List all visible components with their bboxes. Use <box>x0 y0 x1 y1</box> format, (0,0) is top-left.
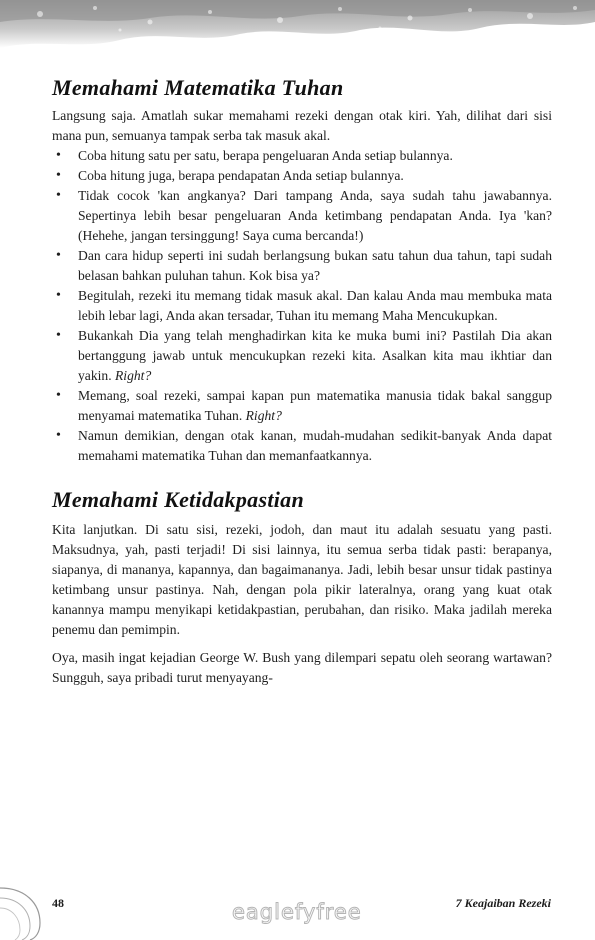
watermark-text: eaglefyfree <box>232 900 362 924</box>
section-heading-matematika-tuhan: Memahami Matematika Tuhan <box>52 75 344 100</box>
bullet-list <box>52 146 552 466</box>
bullet-item: • Tidak cocok 'kan angkanya? Dari tampang Anda, saya sudah tahu jawabannya. Sepertinya lebih besar pengeluaran Anda ketimbang pendapatan Anda. Iya 'kan? (Hehehe, jangan tersinggung! Saya cuma bercanda!) <box>52 186 552 246</box>
body-paragraph: Oya, masih ingat kejadian George W. Bush yang dilempari sepatu oleh seorang wartawan? Sungguh, saya pribadi turut menyayang- <box>52 650 552 685</box>
body-paragraph: Kita lanjutkan. Di satu sisi, rezeki, jodoh, dan maut itu adalah sesuatu yang pasti. Maksudnya, yah, pasti terjadi! Di sisi lainnya, itu semua serba tidak pasti: berapanya, siapanya, di mananya, kapannya, dan bagaimananya. Jadi, lebih besar unsur tidak pastinya ketimbang unsur pastinya. Nah, dengan pola pikir lateralnya, orang yang kuat otak kanannya mampu menyikapi ketidakpastian, perubahan, dan risiko. Maka jadilah mereka penemu dan pemimpin. <box>52 522 552 637</box>
section-heading-ketidakpastian: Memahami Ketidakpastian <box>52 487 304 512</box>
book-title: 7 Keajaiban Rezeki <box>455 896 551 910</box>
bullet-text: Memang, soal rezeki, sampai kapan pun matematika manusia tidak bakal sanggup menyamai matematika Tuhan. <box>78 388 552 423</box>
bullet-item: • Namun demikian, dengan otak kanan, mudah-mudahan sedikit-banyak Anda dapat memahami matematika Tuhan dan memanfaatkannya. <box>52 426 552 466</box>
bullet-emphasis: Right? <box>115 368 152 383</box>
bullet-item <box>52 326 552 386</box>
bullet-emphasis: Right? <box>245 408 282 423</box>
bullet-item: • Begitulah, rezeki itu memang tidak masuk akal. Dan kalau Anda mau membuka mata lebih lebar lagi, Anda akan tersadar, Tuhan itu memang Maha Mencukupkan. <box>52 286 552 326</box>
swirl-ornament-icon <box>0 868 60 940</box>
bullet-item: • Coba hitung satu per satu, berapa pengeluaran Anda setiap bulannya. <box>52 146 552 166</box>
intro-paragraph: Langsung saja. Amatlah sukar memahami rezeki dengan otak kiri. Yah, dilihat dari sisi mana pun, semuanya tampak serba tak masuk akal. <box>52 108 552 143</box>
bullet-item: • Dan cara hidup seperti ini sudah berlangsung bukan satu tahun dua tahun, tapi sudah belasan bahkan puluhan tahun. Kok bisa ya? <box>52 246 552 286</box>
bullet-item <box>52 386 552 426</box>
bullet-item: • Coba hitung juga, berapa pendapatan Anda setiap bulannya. <box>52 166 552 186</box>
page-content <box>52 74 552 688</box>
top-texture-decoration <box>0 0 595 64</box>
bullet-text: Bukankah Dia yang telah menghadirkan kita ke muka bumi ini? Pastilah Dia akan bertanggung jawab untuk mencukupkan rezeki kita. Asalkan kita mau ikhtiar dan yakin. <box>78 328 552 383</box>
page-number: 48 <box>52 896 64 910</box>
